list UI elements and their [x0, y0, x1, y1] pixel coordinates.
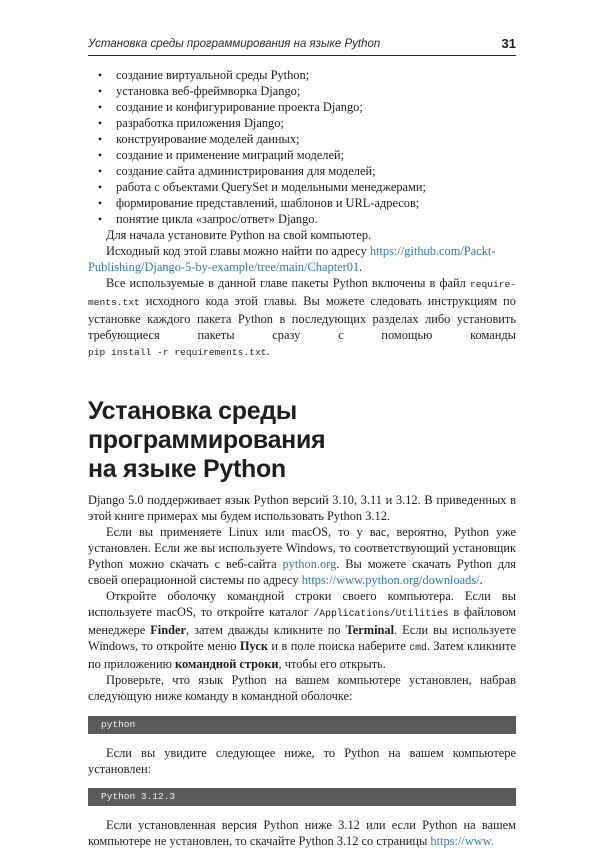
bullet-icon: •	[98, 180, 103, 194]
intro-paragraph-1: Для начала установите Python на свой компьютер.	[106, 228, 372, 242]
bullet-icon: •	[98, 100, 103, 114]
list-item: • создание виртуальной среды Python;	[98, 68, 310, 82]
bullet-icon: •	[98, 116, 103, 130]
list-item: • установка веб-фреймворка Django;	[98, 84, 301, 98]
python-download-link[interactable]: https://www.	[430, 834, 494, 848]
section-paragraph-5: Если вы увидите следующее ниже, то Python на вашем компьютере установлен:	[88, 746, 516, 776]
bullet-icon: •	[98, 132, 103, 146]
inline-code: /Applications/Utilities	[313, 608, 449, 619]
inline-code: cmd	[409, 642, 427, 653]
bullet-icon: •	[98, 196, 103, 210]
bullet-icon: •	[98, 84, 103, 98]
inline-code: ments.txt	[88, 297, 140, 308]
inline-code: require-	[469, 279, 516, 290]
section-paragraph-4: Проверьте, что язык Python на вашем компьютере установлен, набрав следующую ниже команду в командной оболочке:	[88, 673, 516, 703]
chapter-topics-list	[88, 67, 516, 227]
list-item: • создание и конфигурирование проекта Django;	[98, 100, 363, 114]
list-item: • разработка приложения Django;	[98, 116, 284, 130]
bullet-icon: •	[98, 212, 103, 226]
intro-paragraph-2: Исходный код этой главы можно найти по адресу https://github.com/Packt- Publishing/Django-5-by-example/tree/main/Chapter01.	[88, 244, 496, 274]
python-org-link[interactable]: python.org	[282, 557, 337, 571]
list-item: • понятие цикла «запрос/ответ» Django.	[98, 212, 318, 226]
inline-code: pip install -r requirements.txt	[88, 347, 267, 358]
list-item: • создание сайта администрирования для моделей;	[98, 164, 376, 178]
page-content	[88, 67, 516, 849]
bullet-icon: •	[98, 148, 103, 162]
intro-paragraph-3: Все используемые в данной главе пакеты Python включены в файл require- ments.txt исходного кода этой главы. Вы можете следовать инструкциям по установке каждого пакета Python в последующих разделах либо установить требующиеся пакеты сразу с помощью команды pip install -r requirements.txt.	[88, 276, 516, 358]
section-paragraph-3: Откройте оболочку командной строки своего компьютера. Если вы используете macOS, то откройте каталог /Applications/Utilities в файловом менеджере Finder, затем дважды кликните по Terminal. Если вы используете Windows, то откройте меню Пуск и в поле поиска наберите cmd. Затем кликните по приложению командной строки, чтобы его открыть.	[88, 589, 517, 671]
section-heading: Установка среды программирования на языке Python	[88, 397, 326, 483]
list-item: • конструирование моделей данных;	[98, 132, 300, 146]
section-paragraph-1: Django 5.0 поддерживает язык Python версий 3.10, 3.11 и 3.12. В приведенных в этой книге примерах мы будем использовать Python 3.12.	[88, 493, 516, 523]
list-item: • работа с объектами QuerySet и модельными менеджерами;	[98, 180, 426, 194]
list-item: • создание и применение миграций моделей;	[98, 148, 345, 162]
code-block: python	[88, 716, 516, 734]
running-header-title: Установка среды программирования на языке Python	[88, 38, 381, 50]
list-item: • формирование представлений, шаблонов и URL-адресов;	[98, 196, 420, 210]
running-header	[88, 35, 516, 56]
page-number: 31	[501, 36, 516, 51]
python-downloads-link[interactable]: https://www.python.org/downloads/	[301, 573, 480, 587]
chapter-source-link[interactable]: https://github.com/Packt- Publishing/Django-5-by-example/tree/main/Chapter01	[88, 244, 496, 274]
bullet-icon: •	[98, 68, 103, 82]
section-paragraph-6: Если установленная версия Python ниже 3.12 или если Python на вашем компьютере не установлен, то скачайте Python 3.12 со страницы https://www.	[88, 818, 516, 848]
bullet-icon: •	[98, 164, 103, 178]
code-block: Python 3.12.3	[88, 788, 516, 806]
section-paragraph-2: Если вы применяете Linux или macOS, то у вас, вероятно, Python уже установлен. Если же вы используете Windows, то соответствующий установщик Python можно скачать с веб-сайта python.org. Вы можете скачать Python для своей операционной системы по адресу https://www.python.org/downloads/.	[88, 525, 516, 587]
